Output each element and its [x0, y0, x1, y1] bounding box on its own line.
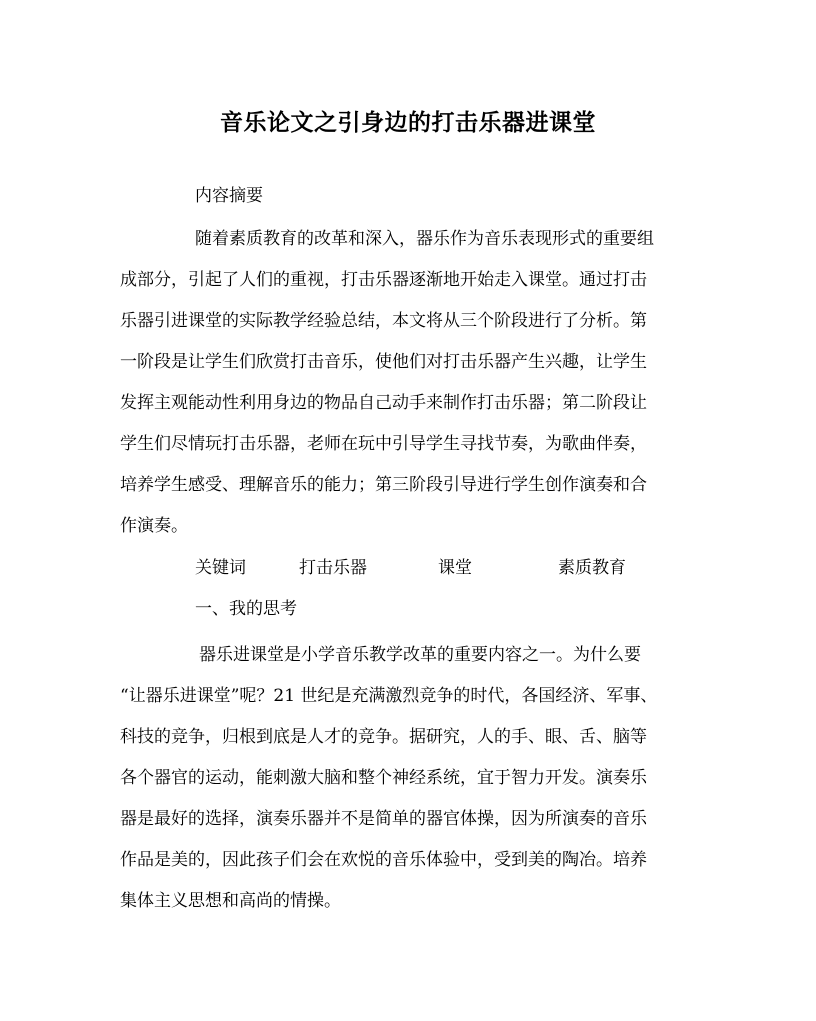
section-line: 器乐进课堂是小学音乐教学改革的重要内容之一。为什么要 — [199, 645, 641, 665]
section-line: 集体主义思想和高尚的情操。 — [120, 891, 341, 911]
section-line: 器是最好的选择，演奏乐器并不是简单的器官体操，因为所演奏的音乐 — [120, 809, 647, 829]
section-line: 科技的竞争，归根到底是人才的竞争。据研究，人的手、眼、舌、脑等 — [120, 727, 647, 747]
abstract-line: 培养学生感受、理解音乐的能力；第三阶段引导进行学生创作演奏和合 — [120, 475, 647, 495]
abstract-line: 学生们尽情玩打击乐器，老师在玩中引导学生寻找节奏，为歌曲伴奏， — [120, 434, 647, 454]
keyword-item: 打击乐器 — [299, 558, 367, 578]
abstract-line: 一阶段是让学生们欣赏打击音乐，使他们对打击乐器产生兴趣，让学生 — [120, 352, 647, 372]
abstract-line: 成部分，引起了人们的重视，打击乐器逐渐地开始走入课堂。通过打击 — [120, 270, 647, 290]
keywords-label: 关键词 — [195, 558, 246, 578]
keyword-item: 素质教育 — [558, 558, 626, 578]
section-line: 作品是美的，因此孩子们会在欢悦的音乐体验中，受到美的陶冶。培养 — [120, 850, 647, 870]
abstract-line: 发挥主观能动性利用身边的物品自己动手来制作打击乐器；第二阶段让 — [120, 393, 647, 413]
abstract-line: 乐器引进课堂的实际教学经验总结，本文将从三个阶段进行了分析。第 — [120, 311, 647, 331]
document-title: 音乐论文之引身边的打击乐器进课堂 — [220, 109, 596, 136]
section-line: “让器乐进课堂”呢？21 世纪是充满激烈竞争的时代，各国经济、军事、 — [120, 686, 658, 706]
section-line: 各个器官的运动，能刺激大脑和整个神经系统，宜于智力开发。演奏乐 — [120, 768, 647, 788]
abstract-line: 随着素质教育的改革和深入，器乐作为音乐表现形式的重要组 — [195, 229, 654, 249]
section-heading: 一、我的思考 — [195, 599, 297, 619]
abstract-heading: 内容摘要 — [195, 186, 263, 206]
abstract-line: 作演奏。 — [120, 516, 188, 536]
keyword-item: 课堂 — [438, 558, 472, 578]
